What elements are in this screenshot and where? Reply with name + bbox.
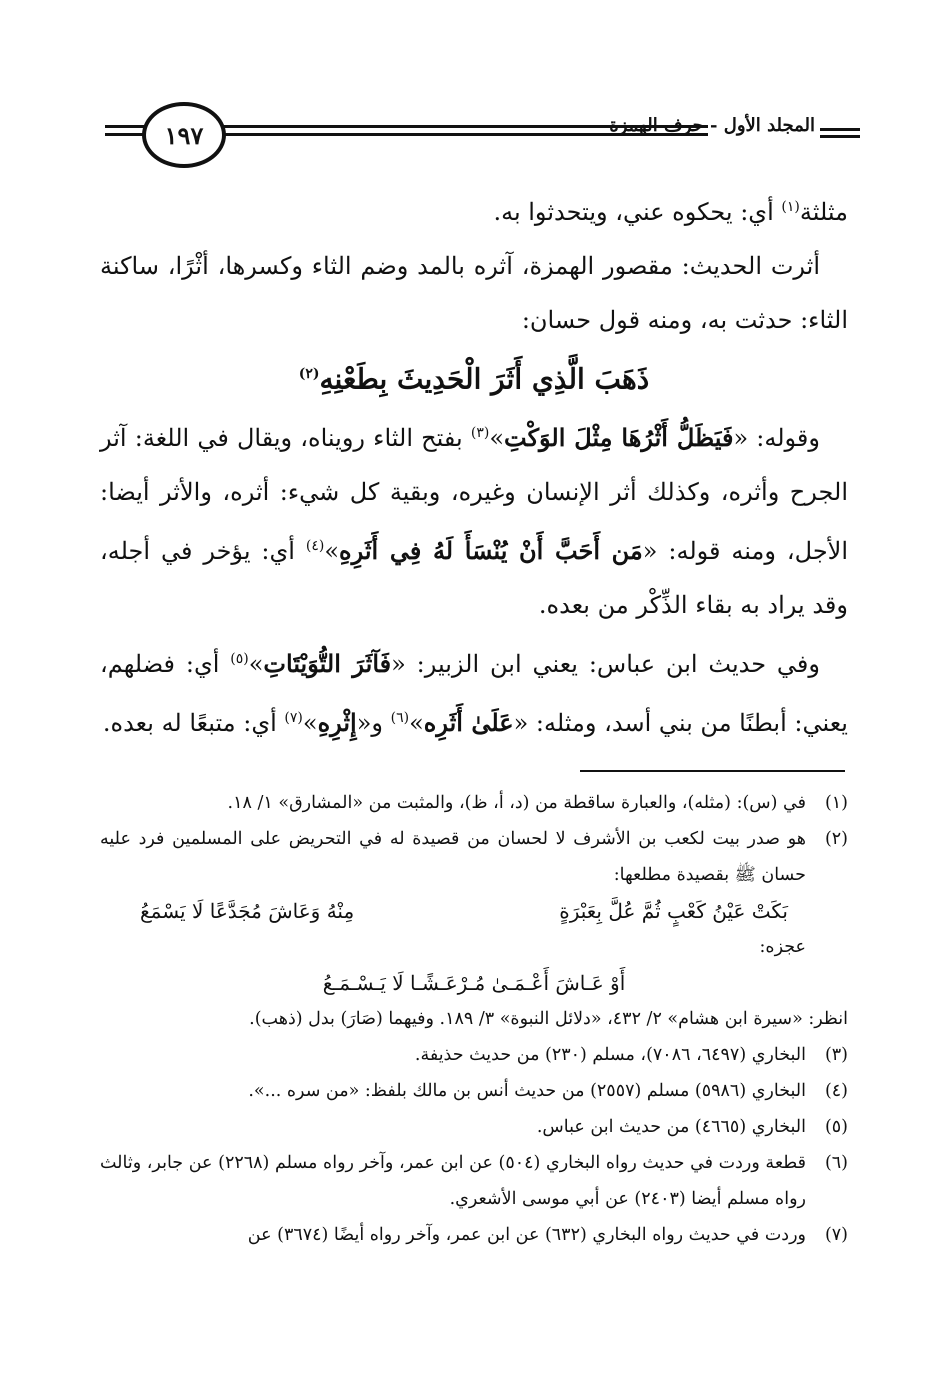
text-span: أي: متبعًا له بعده. [102, 709, 285, 738]
verse-text: ذَهَبَ الَّذِي أَثَرَ الْحَدِيثَ بِطَعْنِهِ [319, 362, 650, 396]
page-number: ١٩٧ [142, 102, 226, 168]
footnote-ref: (٥) [230, 651, 249, 668]
footnote [100, 1037, 848, 1073]
paragraph [100, 406, 848, 632]
text-span: أي: فضلهم، يعني: أبطنًا من بني أسد، ومثله: « [100, 650, 848, 738]
footnote-number: (٦) [824, 1153, 848, 1173]
footnote-number: (١) [824, 793, 848, 813]
poem-hemistich: بَكَتْ عَيْنُ كَعْبٍ ثُمَّ عُلَّ بِعَبْرَةٍ [559, 899, 788, 923]
footnote-text: وردت في حديث رواه البخاري (٦٣٢) عن ابن عمر، وآخر رواه أيضًا (٣٦٧٤) عن [247, 1225, 806, 1245]
running-title: المجلد الأول - حرف الهمزة [609, 115, 815, 136]
header-rule [820, 135, 860, 138]
footnote-text: انظر: «سيرة ابن هشام» ٢/ ٤٣٢، «دلائل النبوة» ٣/ ١٨٩. وفيهما (صَارَ) بدل (ذهب). [249, 1009, 848, 1029]
text-span: مثلثة [799, 198, 848, 226]
footnote-ref: (١) [781, 199, 800, 215]
footnote [100, 1109, 848, 1145]
hadith-quote: إِثْرِهِ [317, 708, 357, 738]
poem-hemistich: مِنْهُ وَعَاشَ مُجَدَّعًا لَا يَسْمَعُ [140, 899, 355, 923]
footnote-text: هو صدر بيت لكعب بن الأشرف لا لحسان من قصيدة له في التحريض على المسلمين فرد عليه حسان ﷺ بقصيدة مطلعها: [100, 829, 806, 885]
hadith-quote: فَآثَرَ التُّوَيْتَاتِ [263, 649, 392, 679]
text-span: أي: يؤخر في أجله، وقد يراد به بقاء الذِّكْر من بعده. [100, 537, 848, 620]
text-span: أي: يحكوه عني، ويتحدثوا به. [493, 198, 782, 226]
footnote [100, 1217, 848, 1253]
hadith-quote: فَيَظَلُّ أَثْرُهَا مِثْلَ الوَكْتِ [504, 423, 734, 453]
text-span: » [489, 424, 505, 453]
footnote-number: (٥) [824, 1117, 848, 1137]
footnote-text: في (س): (مثله)، والعبارة ساقطة من (د، أ، ظ)، والمثبت من «المشارق» ١/ ١٨. [227, 793, 806, 813]
verse [100, 347, 848, 406]
text-span: وقوله: « [733, 424, 820, 453]
main-text [100, 180, 848, 750]
footnote-number: (٣) [824, 1045, 848, 1065]
paragraph [100, 180, 848, 239]
footnote-ref: (٢) [298, 366, 320, 382]
footnote-number: (٧) [824, 1225, 848, 1245]
text-span: » [324, 537, 340, 566]
footnote-number: (٤) [824, 1081, 848, 1101]
paragraph: أثرت الحديث: مقصور الهمزة، آثره بالمد وضم الثاء وكسرها، أثْرًا، ساكنة الثاء: حدثت به، ومنه قول حسان: [100, 252, 848, 334]
poem-hemistich: أَوْ عَـاشَ أَعْـمَـىٰ مُـرْعَـشًـا لَا يَـسْـمَـعُ [322, 971, 626, 995]
footnotes [100, 785, 848, 1253]
footnote-divider [580, 770, 845, 772]
hadith-quote: مَن أَحَبَّ أَنْ يُنْسَأَ لَهُ فِي أَثَرِهِ [339, 536, 643, 566]
footnote [100, 821, 848, 893]
footnote [100, 1145, 848, 1217]
footnote-ref: (٦) [390, 710, 410, 727]
footnote [100, 785, 848, 821]
header-rule [820, 128, 860, 131]
footnote-text: البخاري (٦٤٩٧، ٧٠٨٦)، مسلم (٢٣٠) من حديث حذيفة. [414, 1045, 806, 1065]
footnote-ref: (٧) [284, 710, 303, 727]
footnote-text: قطعة وردت في حديث رواه البخاري (٥٠٤) عن ابن عمر، وآخر رواه مسلم (٢٢٦٨) عن جابر، وثالث رواه مسلم أيضا (٢٤٠٣) عن أبي موسى الأشعري. [100, 1153, 806, 1209]
footnote-number: (٢) [824, 829, 848, 849]
page-header [100, 100, 860, 175]
header-rule [105, 125, 145, 128]
text-span: » [302, 709, 318, 738]
footnote-ref: (٣) [470, 425, 490, 442]
footnote-ref: (٤) [305, 538, 325, 555]
footnote [100, 1073, 848, 1109]
text-span: وفي حديث ابن عباس: يعني ابن الزبير: « [391, 650, 820, 679]
footnote-text: البخاري (٤٦٦٥) من حديث ابن عباس. [536, 1117, 806, 1137]
poem-line [100, 893, 848, 929]
text-span: » [409, 709, 424, 738]
text-span: و« [356, 709, 391, 738]
text-span: بفتح الثاء رويناه، ويقال في اللغة: آثر الجرح وأثره، وكذلك أثر الإنسان وغيره، وبقية كل شيء: أثره، والأثر أيضا: الأجل، ومنه قوله: « [100, 424, 849, 566]
text-span: » [248, 650, 264, 679]
header-rule [105, 133, 145, 136]
footnote-label: عجزه: [759, 937, 806, 957]
hadith-quote: عَلَىٰ أَثَرِه [423, 708, 514, 738]
footnote-text: البخاري (٥٩٨٦) مسلم (٢٥٥٧) من حديث أنس بن مالك بلفظ: «من سره ...». [248, 1081, 806, 1101]
paragraph [100, 632, 848, 750]
